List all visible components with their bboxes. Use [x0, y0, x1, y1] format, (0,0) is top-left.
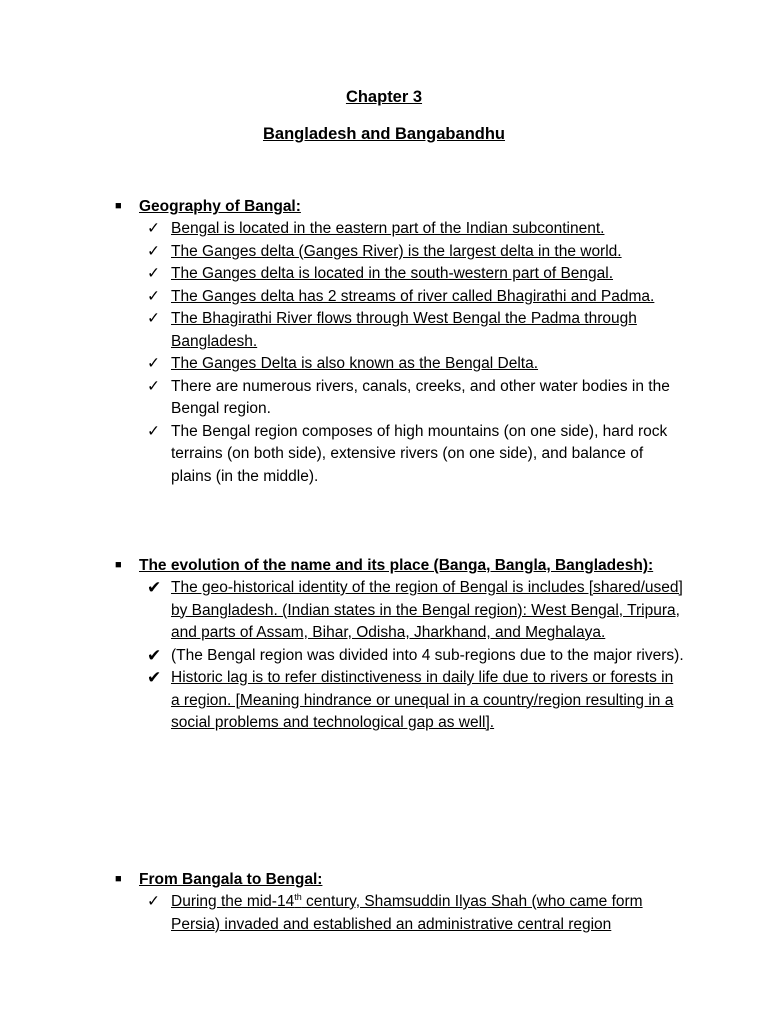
- superscript: th: [294, 891, 302, 902]
- list-item: [115, 263, 685, 286]
- checkmark-icon: ✔: [147, 578, 162, 597]
- bullet-list: [115, 218, 685, 488]
- section-heading-text: Geography of Bangal:: [139, 198, 301, 215]
- checkmark-icon: ✔: [147, 668, 162, 687]
- checkmark-icon: ✓: [147, 893, 160, 910]
- list-item: [115, 241, 685, 264]
- list-item-text-part: During the mid-14: [171, 893, 295, 910]
- list-item: [115, 577, 685, 645]
- list-item-text: Historic lag is to refer distinctiveness in daily life due to rivers or forests in a region. [Meaning hindrance or unequal in a country/region resulting in a social problems and technological gap as well].: [171, 669, 674, 731]
- list-item-text: The Bengal region composes of high mountains (on one side), hard rock terrains (on both side), extensive rivers (on one side), and balance of plains (in the middle).: [171, 422, 668, 485]
- section-name-evolution: [115, 554, 685, 735]
- list-item-text: The Ganges delta (Ganges River) is the largest delta in the world.: [171, 242, 622, 260]
- square-bullet-icon: ■: [115, 873, 122, 885]
- list-item-text: The Ganges delta is located in the south-western part of Bengal.: [171, 265, 614, 282]
- list-item-text: There are numerous rivers, canals, creeks, and other water bodies in the Bengal region.: [171, 377, 670, 417]
- square-bullet-icon: ■: [115, 200, 122, 212]
- section-heading: [115, 554, 685, 577]
- section-geography: [115, 195, 685, 488]
- list-item: [115, 308, 685, 353]
- square-bullet-icon: ■: [115, 559, 122, 571]
- section-heading-text: From Bangala to Bengal:: [139, 871, 323, 888]
- list-item: [115, 286, 685, 309]
- checkmark-icon: ✔: [147, 645, 162, 665]
- section-heading-text: The evolution of the name and its place (Banga, Bangla, Bangladesh):: [139, 557, 654, 574]
- checkmark-icon: ✓: [147, 287, 160, 305]
- checkmark-icon: ✓: [147, 355, 160, 372]
- checkmark-icon: ✓: [147, 310, 160, 327]
- bullet-list: [115, 891, 685, 936]
- list-item: [115, 421, 685, 489]
- list-item: [115, 353, 685, 376]
- checkmark-icon: ✓: [147, 422, 160, 440]
- section-heading: [115, 195, 685, 218]
- list-item-text: The Bhagirathi River flows through West Bengal the Padma through Bangladesh.: [171, 310, 637, 350]
- list-item: [115, 376, 685, 421]
- chapter-title: Bangladesh and Bangabandhu: [262, 125, 506, 143]
- bullet-list: [115, 577, 685, 735]
- checkmark-icon: ✓: [147, 265, 160, 282]
- list-item-text: The geo-historical identity of the region of Bengal is includes [shared/used] by Bangladesh. (Indian states in the Bengal region): West Bengal, Tripura, and parts of Assam, Bihar, Odisha, Jharkhand, and Meghalaya.: [171, 579, 683, 641]
- section-bangala-to-bengal: [115, 868, 685, 936]
- checkmark-icon: ✓: [147, 220, 160, 237]
- section-heading: [115, 868, 685, 891]
- list-item: [115, 218, 685, 241]
- chapter-heading: Chapter 3: [345, 88, 423, 106]
- checkmark-icon: ✓: [147, 242, 160, 260]
- list-item-text: Bengal is located in the eastern part of the Indian subcontinent.: [171, 220, 605, 237]
- list-item-text: (The Bengal region was divided into 4 sub-regions due to the major rivers).: [171, 646, 684, 664]
- checkmark-icon: ✓: [147, 377, 160, 395]
- list-item-text: The Ganges delta has 2 streams of river called Bhagirathi and Padma.: [171, 287, 655, 305]
- list-item: [115, 891, 685, 936]
- list-item: [115, 667, 685, 735]
- list-item-text: [171, 893, 643, 933]
- list-item-text: The Ganges Delta is also known as the Bengal Delta.: [171, 355, 539, 372]
- list-item: [115, 645, 685, 668]
- list-item-text-part: century, Shamsuddin Ilyas Shah (who came form Persia) invaded and established an administrative central region: [171, 893, 643, 933]
